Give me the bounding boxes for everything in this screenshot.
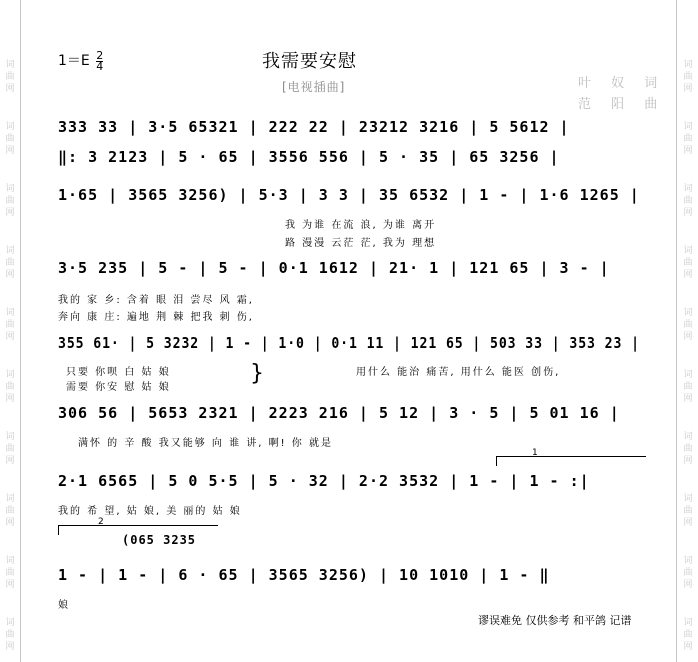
score-system-2: ‖: 3 2123 | 5 · 65 | 3556 556 | 5 · 35 | 65 3256 | (58, 148, 560, 166)
watermark-char: 词 (5, 618, 15, 628)
lyric-line: 路 漫漫 云茫 茫, 我为 理想 (285, 238, 437, 249)
score-system-7: 2·1 6565 | 5 0 5·5 | 5 · 32 | 2·2 3532 | 1 - | 1 - :| (58, 472, 590, 490)
volta-2-bracket (58, 525, 218, 526)
page-left-edge (20, 0, 21, 662)
time-denominator: 4 (96, 59, 104, 73)
watermark-char: 网 (683, 580, 693, 590)
composer-credit: 范 阳 曲 (578, 97, 666, 112)
watermark-char: 词 (5, 494, 15, 504)
watermark-char: 网 (5, 580, 15, 590)
watermark-char: 词 (5, 370, 15, 380)
lyric-line: 用什么 能治 痛苦, 用什么 能医 创伤, (356, 367, 561, 378)
score-system-5: 355 61· | 5 3232 | 1 - | 1·0 | 0·1 11 | 121 65 | 503 33 | 353 23 | (58, 334, 640, 352)
watermark-char: 网 (683, 394, 693, 404)
watermark-char: 词 (683, 618, 693, 628)
watermark-char: 词 (5, 122, 15, 132)
watermark-char: 词 (683, 184, 693, 194)
key-signature (58, 50, 103, 72)
watermark-char: 网 (5, 394, 15, 404)
watermark-char: 词 (5, 432, 15, 442)
footer-note: 谬误难免 仅供参考 和平鸽 记谱 (478, 614, 632, 627)
page-right-edge (676, 0, 677, 662)
lyric-line: 我的 家 乡: 含着 眼 泪 尝尽 风 霜, (58, 295, 254, 306)
song-title: 我需要安慰 (262, 51, 357, 72)
lyric-line: 娘 (58, 600, 70, 611)
watermark-char: 网 (683, 84, 693, 94)
watermark-char: 网 (5, 518, 15, 528)
watermark-char: 词 (5, 60, 15, 70)
lyric-line: 我 为谁 在流 浪, 为谁 离开 (285, 220, 437, 231)
lyric-line: 我的 希 望, 姑 娘, 美 丽的 姑 娘 (58, 506, 242, 517)
watermark-char: 网 (683, 146, 693, 156)
watermark-char: 曲 (5, 506, 15, 516)
watermark-char: 曲 (5, 72, 15, 82)
lyricist-credit: 叶 奴 词 (578, 76, 666, 91)
watermark-char: 词 (5, 308, 15, 318)
watermark-char: 词 (683, 122, 693, 132)
watermark-char: 词 (683, 60, 693, 70)
watermark-char: 词 (683, 432, 693, 442)
lyric-line: 需要 你安 慰 姑 娘 (66, 382, 171, 393)
volta-1-bracket-end (496, 456, 497, 466)
watermark-char: 网 (5, 84, 15, 94)
watermark-char: 词 (683, 246, 693, 256)
lyric-line: 奔向 康 庄: 遍地 荆 棘 把我 刺 伤, (58, 312, 254, 323)
watermark-char: 网 (683, 332, 693, 342)
watermark-char: 词 (683, 370, 693, 380)
watermark-char: 曲 (683, 72, 693, 82)
key-label: 1＝E (58, 53, 90, 69)
volta-1-number: 1 (532, 448, 538, 458)
watermark-char: 曲 (683, 258, 693, 268)
watermark-char: 曲 (5, 196, 15, 206)
watermark-char: 曲 (5, 382, 15, 392)
score-system-4: 3·5 235 | 5 - | 5 - | 0·1 1612 | 21· 1 | 121 65 | 3 - | (58, 259, 610, 277)
volta-1-bracket (496, 456, 646, 457)
watermark-char: 网 (5, 642, 15, 652)
score-system-3: 1·65 | 3565 3256) | 5·3 | 3 3 | 35 6532 | 1 - | 1·6 1265 | (58, 186, 640, 204)
watermark-char: 曲 (683, 134, 693, 144)
watermark-char: 网 (5, 456, 15, 466)
watermark-char: 网 (683, 642, 693, 652)
lyric-line: 满怀 的 辛 酸 我又能够 向 谁 讲, 啊! 你 就是 (78, 438, 333, 449)
watermark-char: 词 (683, 308, 693, 318)
watermark-char: 曲 (5, 134, 15, 144)
watermark-char: 曲 (5, 258, 15, 268)
watermark-char: 网 (683, 456, 693, 466)
watermark-char: 曲 (5, 630, 15, 640)
watermark-char: 网 (5, 208, 15, 218)
watermark-char: 词 (5, 246, 15, 256)
song-subtitle: [电视插曲] (282, 80, 346, 94)
watermark-char: 曲 (683, 382, 693, 392)
watermark-char: 曲 (683, 196, 693, 206)
volta-2-bracket-end (58, 525, 59, 535)
watermark-char: 网 (5, 270, 15, 280)
watermark-char: 网 (683, 270, 693, 280)
watermark-char: 网 (683, 518, 693, 528)
watermark-char: 曲 (683, 568, 693, 578)
watermark-char: 曲 (5, 444, 15, 454)
time-numerator: 2 (96, 48, 104, 62)
score-system-1: 333 33 | 3·5 65321 | 222 22 | 23212 3216 | 5 5612 | (58, 118, 570, 136)
score-system-8: 1 - | 1 - | 6 · 65 | 3565 3256) | 10 1010 | 1 - ‖ (58, 566, 550, 584)
watermark-char: 曲 (5, 568, 15, 578)
volta-2-number: 2 (98, 517, 104, 527)
watermark-char: 词 (683, 556, 693, 566)
watermark-char: 词 (683, 494, 693, 504)
time-signature (96, 48, 104, 73)
watermark-char: 曲 (683, 630, 693, 640)
watermark-char: 网 (683, 208, 693, 218)
watermark-char: 曲 (683, 320, 693, 330)
watermark-char: 网 (5, 332, 15, 342)
watermark-char: 词 (5, 184, 15, 194)
lyric-brace: } (250, 361, 264, 386)
watermark-char: 曲 (683, 444, 693, 454)
score-system-6: 306 56 | 5653 2321 | 2223 216 | 5 12 | 3 · 5 | 5 01 16 | (58, 404, 620, 422)
ossia-notes: (065 3235 (122, 533, 197, 547)
watermark-char: 曲 (5, 320, 15, 330)
watermark-char: 词 (5, 556, 15, 566)
watermark-char: 网 (5, 146, 15, 156)
watermark-char: 曲 (683, 506, 693, 516)
lyric-line: 只要 你呗 白 姑 娘 (66, 367, 171, 378)
